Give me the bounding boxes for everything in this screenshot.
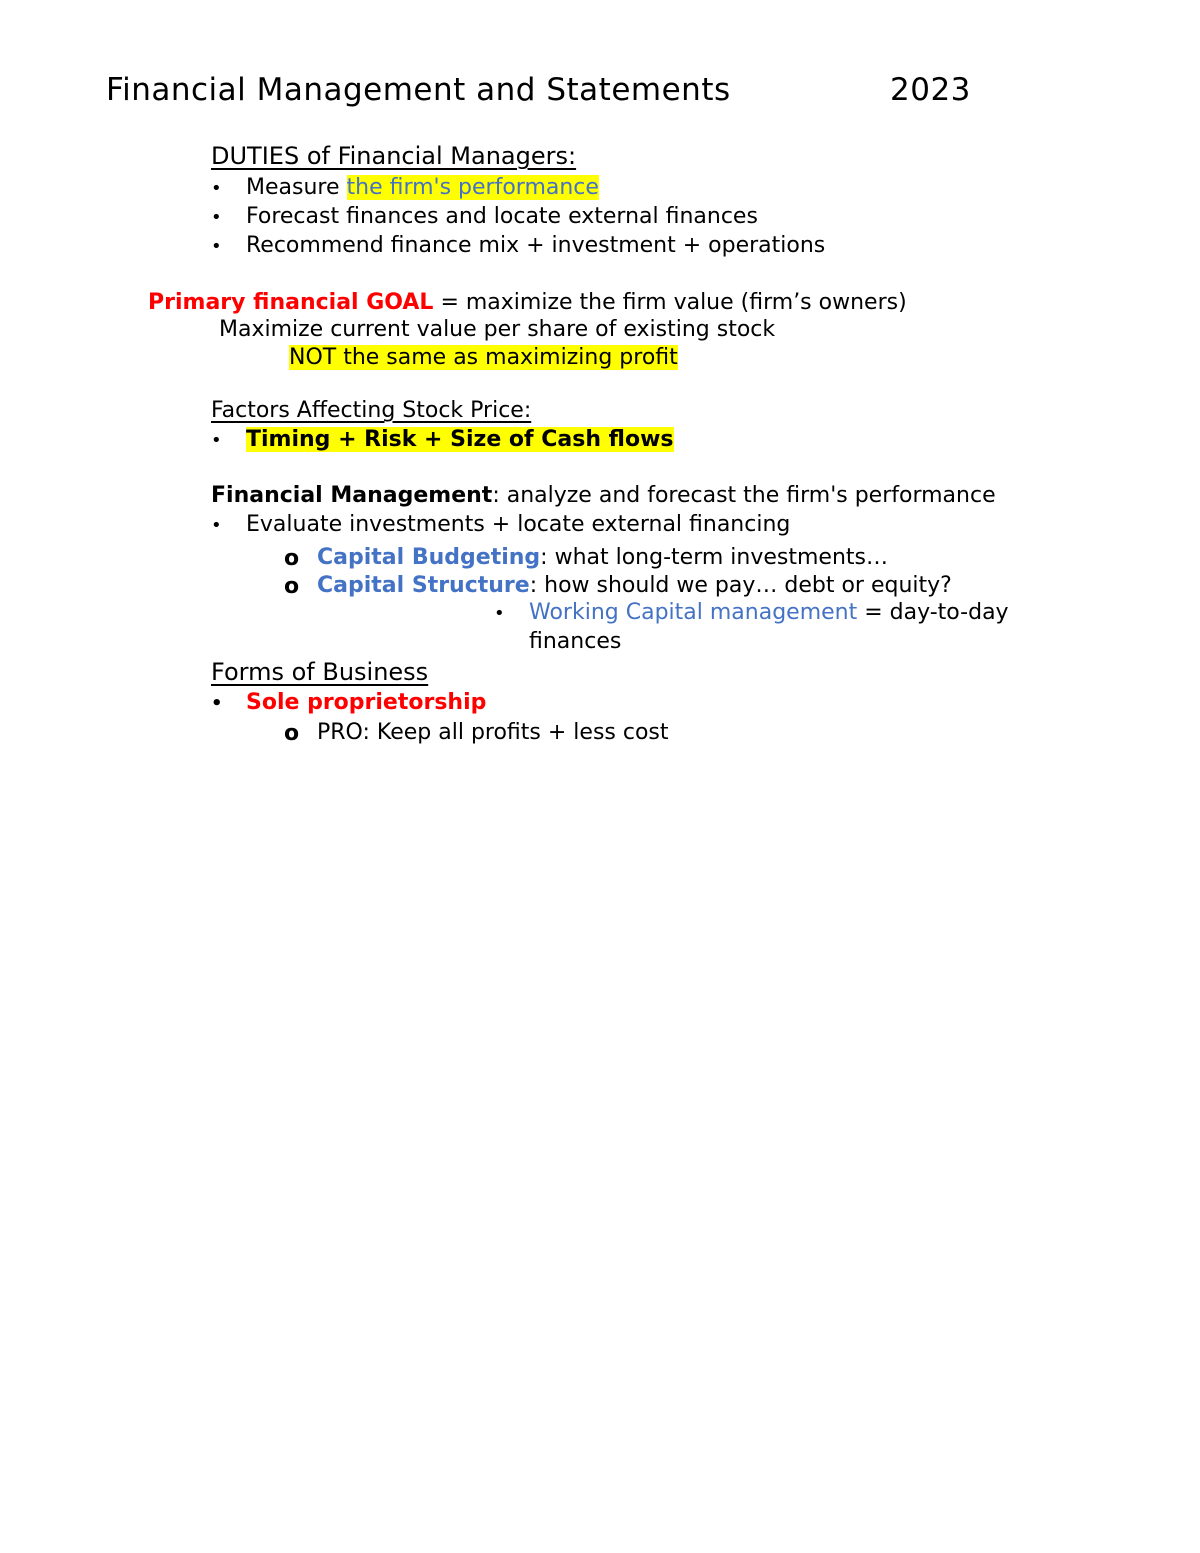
forms-heading: Forms of Business <box>211 658 429 686</box>
forms-sub: PRO: Keep all profits + less cost <box>317 720 669 745</box>
goal-line <box>148 289 907 317</box>
bullet-icon: • <box>211 430 222 451</box>
capital-budgeting-rest: : what long-term investments… <box>540 545 888 570</box>
fm-sub-2 <box>317 572 952 600</box>
goal-line-2: Maximize current value per share of existing stock <box>219 317 776 342</box>
bullet-icon: • <box>211 515 222 536</box>
forms-item: Sole proprietorship <box>246 690 487 715</box>
fm-rest: : analyze and forecast the firm's performance <box>492 483 996 508</box>
stock-heading: Factors Affecting Stock Price: <box>211 398 532 423</box>
duty-item-3: Recommend finance mix + investment + operations <box>246 233 826 258</box>
bullet-icon: • <box>494 603 505 624</box>
bullet-icon: • <box>211 236 222 257</box>
duty-item-1-pre: Measure <box>246 175 347 200</box>
bullet-icon: • <box>211 207 222 228</box>
working-capital-label: Working Capital management <box>529 600 858 625</box>
duty-item-1-highlight: the firm's performance <box>346 175 599 200</box>
goal-line-3 <box>289 344 678 372</box>
fm-item: Evaluate investments + locate external financing <box>246 512 791 537</box>
capital-structure-label: Capital Structure <box>317 573 530 598</box>
page-title: Financial Management and Statements <box>106 72 731 108</box>
capital-structure-rest: : how should we pay… debt or equity? <box>529 573 952 598</box>
goal-line-3-text: NOT the same as maximizing profit <box>289 345 678 370</box>
duty-item-2: Forecast finances and locate external finances <box>246 204 758 229</box>
goal-rest: = maximize the firm value (firm’s owners) <box>433 290 907 315</box>
working-capital-line-2: finances <box>529 629 622 654</box>
fm-line <box>211 482 996 510</box>
sub-bullet-icon: o <box>284 721 300 746</box>
working-capital-rest: = day-to-day <box>857 600 1009 625</box>
sub-bullet-icon: o <box>284 546 300 571</box>
stock-item <box>246 426 674 454</box>
working-capital-line <box>529 599 1009 627</box>
page-year: 2023 <box>890 72 971 108</box>
stock-item-text: Timing + Risk + Size of Cash flows <box>246 427 674 452</box>
duty-item-1 <box>246 174 599 202</box>
fm-sub-1 <box>317 544 888 572</box>
bullet-icon: • <box>211 178 222 199</box>
goal-label: Primary financial GOAL <box>148 290 434 315</box>
sub-bullet-icon: o <box>284 574 300 599</box>
fm-label: Financial Management <box>211 483 493 508</box>
capital-budgeting-label: Capital Budgeting <box>317 545 541 570</box>
bullet-icon: • <box>211 693 223 714</box>
duties-heading: DUTIES of Financial Managers: <box>211 142 577 170</box>
